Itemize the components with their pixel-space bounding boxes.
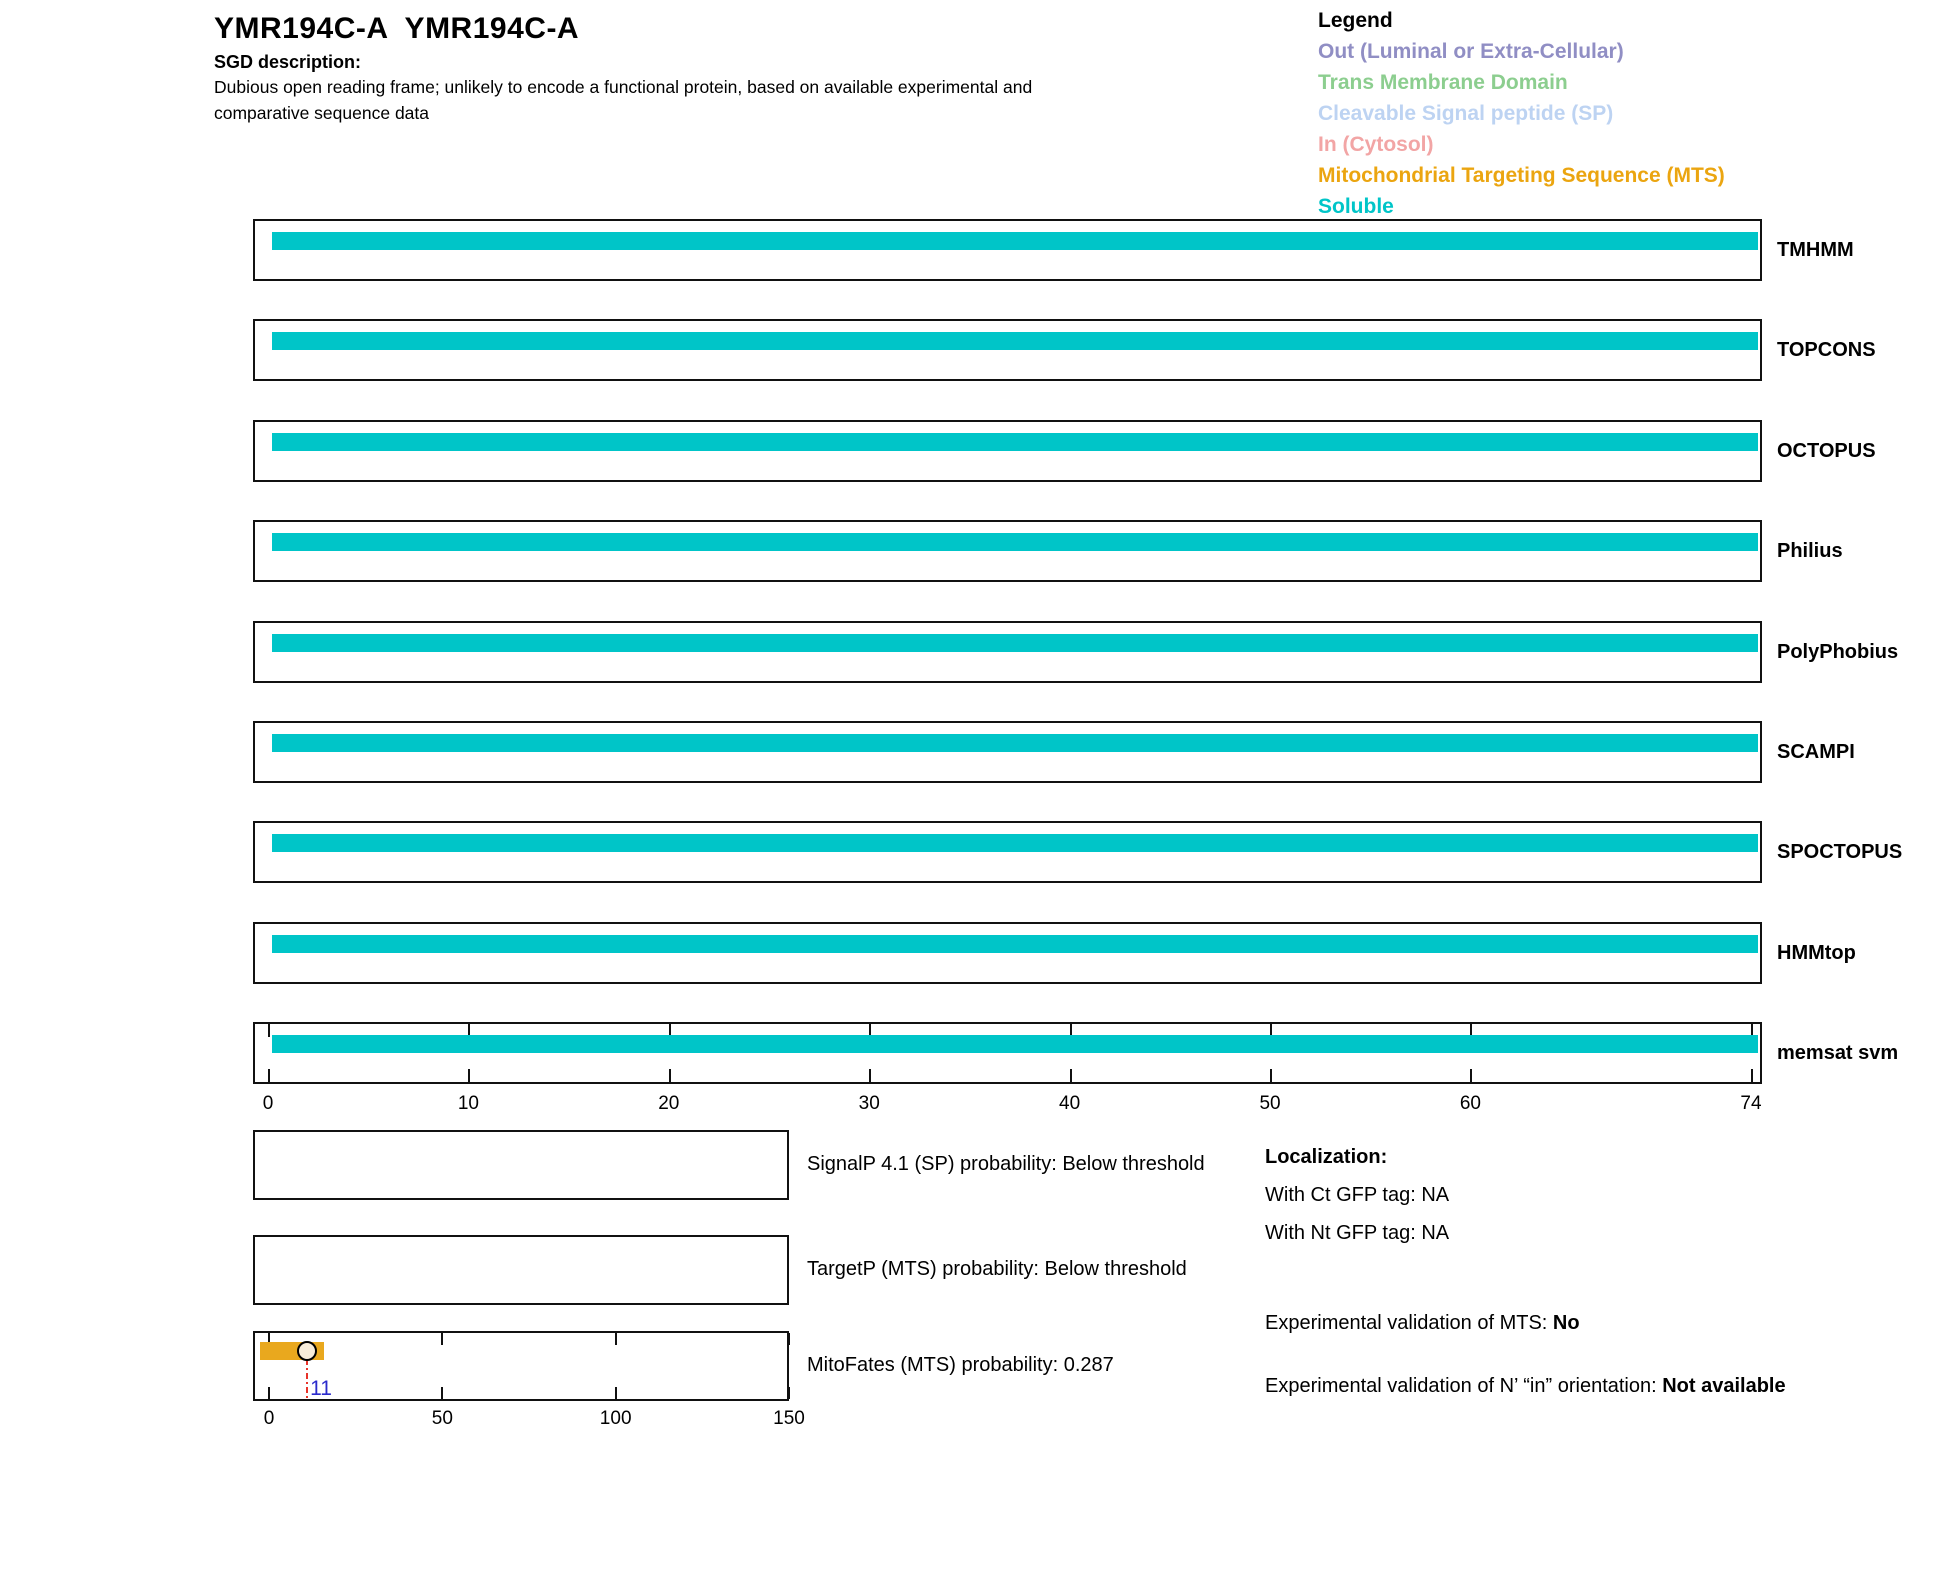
cleavage-site-line xyxy=(306,1359,308,1399)
sequence-axis-label-40: 40 xyxy=(1059,1093,1081,1114)
mitofates-axis-label-50: 50 xyxy=(431,1408,453,1429)
sequence-axis-label-0: 0 xyxy=(262,1093,274,1114)
mitofates-axis-label-100: 100 xyxy=(599,1408,632,1429)
targetp-plot-box xyxy=(253,1235,789,1305)
axis-tick-bottom xyxy=(669,1069,671,1082)
mts-validation-line xyxy=(1265,1312,1580,1335)
segment-soluble xyxy=(272,634,1758,652)
segment-soluble xyxy=(272,332,1758,350)
axis-tick-bottom xyxy=(1751,1069,1753,1082)
mts-validation-prefix: Experimental validation of MTS: xyxy=(1265,1312,1553,1334)
mitofates-axis-label-0: 0 xyxy=(263,1408,275,1429)
orientation-validation-line xyxy=(1265,1370,1840,1403)
legend-item-6: Soluble xyxy=(1318,195,1394,218)
segment-soluble xyxy=(272,734,1758,752)
mito-tick-bottom xyxy=(788,1387,790,1399)
sequence-axis-label-30: 30 xyxy=(858,1093,880,1114)
nt-gfp-line: With Nt GFP tag: NA xyxy=(1265,1222,1450,1244)
mito-tick-top xyxy=(788,1333,790,1345)
cleavage-site-label: 11 xyxy=(310,1377,332,1400)
signalp-label: SignalP 4.1 (SP) probability: Below threshold xyxy=(807,1153,1205,1175)
track-box-tmhmm xyxy=(253,219,1762,281)
track-box-scampi xyxy=(253,721,1762,783)
legend-item-2: Trans Membrane Domain xyxy=(1318,71,1568,94)
track-label-topcons: TOPCONS xyxy=(1777,339,1876,361)
page-title: YMR194C-A YMR194C-A xyxy=(214,12,580,45)
legend-item-4: In (Cytosol) xyxy=(1318,133,1434,156)
signalp-plot-box xyxy=(253,1130,789,1200)
mitofates-axis-label-150: 150 xyxy=(773,1408,805,1429)
segment-soluble xyxy=(272,935,1758,953)
track-box-memsat-svm xyxy=(253,1022,1762,1084)
track-label-spoctopus: SPOCTOPUS xyxy=(1777,841,1903,863)
track-label-tmhmm: TMHMM xyxy=(1777,239,1854,261)
track-label-memsat-svm: memsat svm xyxy=(1777,1042,1899,1064)
ct-gfp-line: With Ct GFP tag: NA xyxy=(1265,1184,1450,1206)
sequence-axis-label-74: 74 xyxy=(1740,1093,1762,1114)
mitofates-label: MitoFates (MTS) probability: 0.287 xyxy=(807,1354,1114,1376)
track-box-octopus xyxy=(253,420,1762,482)
axis-tick-bottom xyxy=(1070,1069,1072,1082)
segment-soluble xyxy=(272,834,1758,852)
sequence-axis-label-10: 10 xyxy=(457,1093,479,1114)
mito-tick-top xyxy=(441,1333,443,1345)
sgd-description-label: SGD description: xyxy=(214,52,362,72)
segment-soluble xyxy=(272,232,1758,250)
legend-title: Legend xyxy=(1318,9,1393,32)
track-box-philius xyxy=(253,520,1762,582)
track-box-spoctopus xyxy=(253,821,1762,883)
track-label-hmmtop: HMMtop xyxy=(1777,942,1856,964)
mito-tick-bottom xyxy=(441,1387,443,1399)
legend-item-3: Cleavable Signal peptide (SP) xyxy=(1318,102,1614,125)
track-box-hmmtop xyxy=(253,922,1762,984)
track-label-octopus: OCTOPUS xyxy=(1777,440,1876,462)
legend-item-1: Out (Luminal or Extra-Cellular) xyxy=(1318,40,1624,63)
sequence-axis-label-60: 60 xyxy=(1459,1093,1481,1114)
sequence-axis-label-50: 50 xyxy=(1259,1093,1281,1114)
track-box-topcons xyxy=(253,319,1762,381)
targetp-label: TargetP (MTS) probability: Below threshold xyxy=(807,1258,1187,1280)
sgd-description-text: Dubious open reading frame; unlikely to encode a functional protein, based on available experimental and comparative sequence data xyxy=(214,77,1033,123)
orientation-prefix: Experimental validation of N’ “in” orientation: xyxy=(1265,1375,1663,1397)
mito-tick-bottom xyxy=(268,1387,270,1399)
legend-item-5: Mitochondrial Targeting Sequence (MTS) xyxy=(1318,164,1725,187)
axis-tick-bottom xyxy=(468,1069,470,1082)
track-label-polyphobius: PolyPhobius xyxy=(1777,641,1899,663)
segment-soluble xyxy=(272,533,1758,551)
mito-tick-top xyxy=(615,1333,617,1345)
axis-tick-top xyxy=(268,1024,270,1037)
track-label-scampi: SCAMPI xyxy=(1777,741,1855,763)
segment-soluble xyxy=(272,433,1758,451)
mts-validation-value: No xyxy=(1552,1312,1580,1334)
sequence-axis-label-20: 20 xyxy=(658,1093,680,1114)
orientation-value: Not available xyxy=(1662,1375,1786,1397)
track-box-polyphobius xyxy=(253,621,1762,683)
axis-tick-bottom xyxy=(268,1069,270,1082)
legend-items xyxy=(1318,36,1725,222)
localization-heading: Localization: xyxy=(1265,1146,1388,1168)
track-label-philius: Philius xyxy=(1777,540,1843,562)
segment-soluble xyxy=(272,1035,1758,1053)
axis-tick-bottom xyxy=(1270,1069,1272,1082)
mito-tick-bottom xyxy=(615,1387,617,1399)
axis-tick-bottom xyxy=(1470,1069,1472,1082)
cleavage-site-marker xyxy=(297,1341,317,1361)
axis-tick-bottom xyxy=(869,1069,871,1082)
mitofates-plot-box xyxy=(253,1331,789,1401)
legend xyxy=(1318,6,1725,222)
